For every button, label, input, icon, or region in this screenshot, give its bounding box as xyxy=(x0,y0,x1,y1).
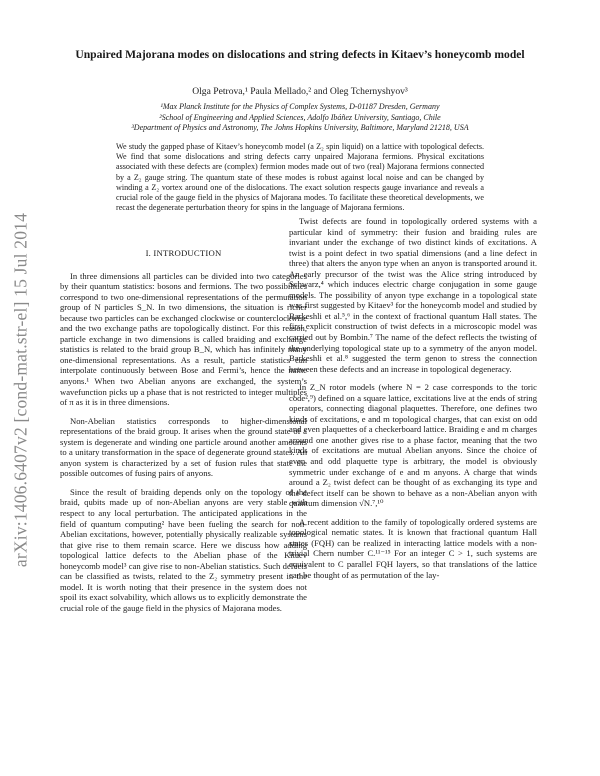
affiliation-3: ³Department of Physics and Astronomy, The Johns Hopkins University, Baltimore, Maryland 21218, USA xyxy=(131,123,469,132)
paragraph: In Z_N rotor models (where N = 2 case corresponds to the toric code²,⁹) defined on a square lattice, excitations live at the ends of string operators, connecting diagonal plaquettes. Therefore, one defines two kinds of excitations, e and m topological charges, that can exist on odd and even plaquettes of a checkerboard lattice. Braiding e and m charges around one another gives rise to a phase factor, meaning that the two kinds of excitations are mutual Abelian anyons. Since the choice of even and odd plaquette type is arbitrary, the model is obviously symmetric under exchange of e and m anyons. A charge that winds around a Z₂ twist defect can be thought of as exchanging its type and the defect itself can be shown to behave as a non-Abelian anyon with quantum dimension √N.⁷,¹⁰ xyxy=(289,382,537,509)
paragraph: Non-Abelian statistics corresponds to higher-dimensional representations of the braid group. It arises when the ground state of a system is degenerate and winding one particle around another amounts to a unitary transformation in the space of degenerate ground states. An anyon system is characterized by a set of fusion rules that state the possible outcomes of fusing pairs of anyons. xyxy=(60,415,307,479)
section-heading-introduction: I. INTRODUCTION xyxy=(145,248,222,258)
affiliations xyxy=(60,102,540,134)
arxiv-id-text: arXiv:1406.6407v2 [cond-mat.str-el] 15 Jul 2014 xyxy=(10,212,31,568)
abstract: We study the gapped phase of Kitaev’s honeycomb model (a Z₂ spin liquid) on a lattice with topological defects. We find that some dislocations and string defects carry unpaired Majorana fermions. Physical excitations associated with these defects are (complex) fermion modes made out of two (real) Majorana fermions connected by a Z₂ gauge string. The quantum state of these modes is robust against local noise and can be changed by winding a Z₂ vortex around one of the dislocations. The exact solution respects gauge invariance and reveals a crucial role of the gauge field in the physics of Majorana modes. To facilitate these theoretical developments, we recast the degenerate perturbation theory for spins in the language of Majorana fermions. xyxy=(116,142,484,213)
author-list: Olga Petrova,¹ Paula Mellado,² and Oleg Tchernyshyov³ xyxy=(192,86,408,97)
paper-title: Unpaired Majorana modes on dislocations and string defects in Kitaev’s honeycomb model xyxy=(75,48,525,61)
paragraph: In three dimensions all particles can be divided into two categories by their quantum statistics: bosons and fermions. The two possibilities correspond to two one-dimensional representations of the permutation group of N particles S_N. In two dimensions, the situation is richer because two particles can be exchanged clockwise or counterclockwise and the two exchange paths are topologically distinct. For this reason, particle exchange in two dimensions is called braiding and exchange statistics is related to the braid group B_N, which has infinitely many one-dimensional representations. As a result, particle statistics can interpolate continuously between Bose and Fermi’s, hence the name anyons.¹ When two Abelian anyons are exchanged, the system’s wavefunction picks up a phase that is not restricted to integer multiples of π as it is in three dimensions. xyxy=(60,270,307,408)
paragraph: Twist defects are found in topologically ordered systems with a particular kind of symmetry: their fusion and braiding rules are invariant under the exchange of two distinct kinds of excitations. A twist is a point defect in two spatial dimensions (and a line defect in three) that alters the anyon type when an anyon is transported around it. An early precursor of the twist was the Alice string introduced by Schwarz,⁴ which induces electric charge conjugation in some gauge models. The possibility of anyon type exchange in a topological state was first suggested by Kitaev³ for the honeycomb model and studied by Barkeshli et al.⁵,⁶ in the context of fractional quantum Hall states. The first explicit construction of twist defects in a microscopic model was carried out by Bombin.⁷ The name of the defect reflects the twisting of the underlying topological state up to a symmetry of the anyon model. Barkeshli et al.⁸ suggested the term genon to stress the connection between these defects and an increase in topological degeneracy. xyxy=(289,216,537,374)
right-column xyxy=(289,216,537,772)
affiliation-1: ¹Max Planck Institute for the Physics of Complex Systems, D-01187 Dresden, Germany xyxy=(160,102,440,111)
left-column xyxy=(60,248,307,772)
affiliation-2: ²School of Engineering and Applied Sciences, Adolfo Ibáñez University, Santiago, Chile xyxy=(159,112,441,122)
paragraph: Since the result of braiding depends only on the topology of the braid, qubits made up of non-Abelian anyons are very stable with respect to any local perturbation. The anticipated applications in the field of quantum computing² have been fueling the search for non-Abelian excitations, however, potentially physically realizable systems that give rise to them remain scarce. Here we discuss how adding topological lattice defects to the Abelian phase of the Kitaev honeycomb model³ can give rise to non-Abelian statistics. Such defects can be classified as twists, related to the Z₂ symmetry present in the model. It is worth noting that their presence in the system does not spoil its exact solvability, which allows us to explicitly demonstrate the crucial role of the gauge field in the physics of Majorana modes. xyxy=(60,486,307,613)
paragraph: A recent addition to the family of topologically ordered systems are topological nematic states. It is known that fractional quantum Hall states (FQH) can be realized in interacting lattice models with a non-trivial Chern number C.¹¹⁻¹⁵ For an integer C > 1, such systems are equivalent to C parallel FQH layers, so that translations of the lattice can be thought of as permutation of the lay- xyxy=(289,516,537,580)
arxiv-identifier-stamp xyxy=(6,190,36,590)
